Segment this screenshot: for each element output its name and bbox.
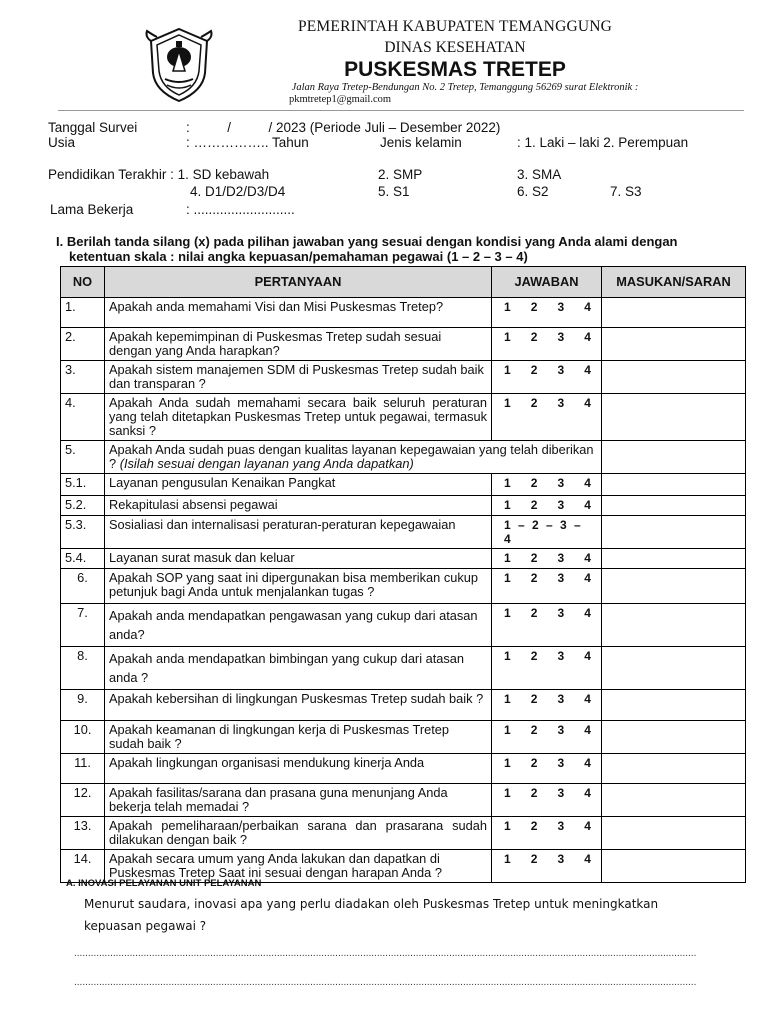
row-question: Apakah fasilitas/sarana dan prasana guna menunjang Anda bekerja telah memadai ? (105, 784, 492, 817)
answer-option[interactable]: 2 (530, 786, 538, 800)
saran-cell[interactable] (602, 647, 746, 690)
row-no: 1. (61, 298, 105, 328)
pendidikan-option-s1[interactable]: 5. S1 (378, 184, 410, 199)
answer-cell[interactable] (492, 784, 602, 817)
answer-option[interactable]: 2 (530, 571, 538, 585)
header-email: pkmtretep1@gmail.com (288, 94, 392, 105)
answer-option[interactable]: 3 (557, 330, 565, 344)
answer-cell[interactable] (492, 721, 602, 754)
answer-option[interactable]: 3 (557, 396, 565, 410)
row-question-note: (Isilah sesuai dengan layanan yang Anda dapatkan) (119, 456, 414, 471)
row-no: 6. (61, 569, 105, 604)
row-question: Apakah anda mendapatkan pengawasan yang cukup dari atasan anda? (105, 604, 492, 647)
saran-cell[interactable] (602, 569, 746, 604)
answer-option[interactable]: 3 (557, 756, 565, 770)
header-jawaban: JAWABAN (492, 267, 602, 298)
saran-cell[interactable] (602, 328, 746, 361)
lama-bekerja-field[interactable]: : ........................... (186, 202, 295, 217)
answer-option[interactable]: 3 (557, 300, 565, 314)
answer-option[interactable]: 1 (504, 498, 511, 512)
lama-bekerja-label: Lama Bekerja (50, 202, 134, 217)
answer-option[interactable]: 4 (584, 498, 591, 512)
row-question: Sosialiasi dan internalisasi peraturan-peraturan kepegawaian (105, 516, 492, 549)
usia-label: Usia (48, 135, 76, 150)
jenis-kelamin-label: Jenis kelamin (380, 135, 462, 150)
answer-line[interactable]: ................................................................................................................................................................................................................................ (74, 977, 697, 988)
row-question: Apakah anda memahami Visi dan Misi Puskesmas Tretep? (105, 298, 492, 328)
answer-option[interactable]: 2 (530, 819, 538, 833)
saran-cell[interactable] (602, 784, 746, 817)
tanggal-field[interactable]: : / / 2023 (Periode Juli – Desember 2022) (186, 120, 501, 135)
answer-cell[interactable] (492, 474, 602, 496)
answer-option[interactable]: 4 (584, 300, 591, 314)
table-row (61, 298, 746, 328)
row-question: Apakah kebersihan di lingkungan Puskesmas Tretep sudah baik ? (105, 690, 492, 721)
answer-cell[interactable] (492, 647, 602, 690)
questionnaire-table (60, 266, 746, 883)
answer-option[interactable]: 2 (530, 692, 538, 706)
row-no: 3. (61, 361, 105, 394)
row-no: 5.1. (61, 474, 105, 496)
answer-option[interactable]: 2 (530, 723, 538, 737)
answer-option[interactable]: 2 (530, 606, 538, 620)
header-department: DINAS KESEHATAN (384, 39, 526, 56)
answer-option[interactable]: 3 (557, 786, 565, 800)
row-no: 5.4. (61, 549, 105, 569)
answer-option[interactable]: 3 (557, 606, 565, 620)
row-no: 14. (61, 850, 105, 883)
tanggal-label: Tanggal Survei (48, 120, 138, 135)
saran-cell[interactable] (602, 298, 746, 328)
table-row (61, 549, 746, 569)
saran-cell[interactable] (602, 754, 746, 784)
header-address: Jalan Raya Tretep-Bendungan No. 2 Tretep, Temanggung 56269 surat Elektronik : (291, 82, 639, 93)
answer-cell[interactable] (492, 496, 602, 516)
answer-option[interactable]: 2 (530, 498, 538, 512)
row-no: 13. (61, 817, 105, 850)
row-no: 4. (61, 394, 105, 441)
pendidikan-option-smp[interactable]: 2. SMP (378, 167, 423, 182)
answer-option[interactable]: 4 (584, 606, 591, 620)
answer-option[interactable]: 1 (504, 606, 511, 620)
answer-option[interactable]: 4 (584, 852, 591, 866)
pendidikan-option-s2[interactable]: 6. S2 (517, 184, 549, 199)
row-question (105, 441, 602, 474)
header-masukan-saran: MASUKAN/SARAN (602, 267, 746, 298)
row-question: Apakah Anda sudah memahami secara baik seluruh peraturan yang telah ditetapkan Puskesmas Tretep untuk pegawai, termasuk sanksi ? (105, 394, 492, 441)
table-row (61, 361, 746, 394)
row-question: Apakah kepemimpinan di Puskesmas Tretep sudah sesuai dengan yang Anda harapkan? (105, 328, 492, 361)
answer-option[interactable]: 1 (504, 330, 511, 344)
table-row (61, 604, 746, 647)
saran-cell[interactable] (602, 394, 746, 441)
pendidikan-option-s3[interactable]: 7. S3 (610, 184, 642, 199)
temanggung-coat-of-arms-logo (145, 27, 213, 103)
table-row (61, 647, 746, 690)
row-no: 5.2. (61, 496, 105, 516)
row-question: Layanan surat masuk dan keluar (105, 549, 492, 569)
answer-option[interactable]: 2 (530, 852, 538, 866)
answer-option[interactable]: 1 (504, 551, 511, 565)
answer-option[interactable]: 3 (557, 852, 565, 866)
answer-cell[interactable] (492, 516, 602, 549)
table-row (61, 784, 746, 817)
table-row (61, 496, 746, 516)
row-no: 5.3. (61, 516, 105, 549)
answer-option[interactable]: 2 (530, 756, 538, 770)
table-row (61, 328, 746, 361)
table-header-row (61, 267, 746, 298)
table-row (61, 516, 746, 549)
table-row (61, 441, 746, 474)
answer-option[interactable]: 1 (504, 819, 511, 833)
table-row (61, 721, 746, 754)
answer-cell[interactable] (492, 604, 602, 647)
answer-option[interactable]: 4 (584, 723, 591, 737)
answer-line[interactable]: ................................................................................................................................................................................................................................ (74, 948, 697, 959)
row-no: 5. (61, 441, 105, 474)
answer-option[interactable]: 4 (584, 756, 591, 770)
row-no: 9. (61, 690, 105, 721)
row-no: 8. (61, 647, 105, 690)
answer-cell[interactable] (492, 361, 602, 394)
answer-option[interactable]: 3 (557, 692, 565, 706)
saran-cell[interactable] (602, 516, 746, 549)
instruction-line-1: I. Berilah tanda silang (x) pada pilihan jawaban yang sesuai dengan kondisi yang Anda alami dengan (56, 234, 678, 249)
answer-option[interactable]: 1 (504, 723, 511, 737)
answer-option[interactable]: 2 (530, 396, 538, 410)
answer-option[interactable]: 4 (584, 330, 591, 344)
row-question: Apakah keamanan di lingkungan kerja di Puskesmas Tretep sudah baik ? (105, 721, 492, 754)
answer-option[interactable]: 1 (504, 476, 511, 490)
saran-cell[interactable] (602, 474, 746, 496)
saran-cell[interactable] (602, 361, 746, 394)
answer-cell[interactable] (492, 328, 602, 361)
answer-cell[interactable] (492, 817, 602, 850)
saran-cell[interactable] (602, 441, 746, 474)
answer-option[interactable]: 1 (504, 300, 511, 314)
row-question-text: Apakah Anda sudah puas dengan kualitas layanan kepegawaian yang telah diberikan ? (109, 442, 594, 471)
answer-option[interactable]: 2 (530, 363, 538, 377)
header-divider (58, 110, 744, 111)
pendidikan-option-sma[interactable]: 3. SMA (517, 167, 562, 182)
answer-option[interactable]: 4 (584, 692, 591, 706)
answer-option[interactable]: 3 (557, 498, 565, 512)
answer-option[interactable]: 2 (530, 649, 538, 663)
answer-option[interactable]: 3 (557, 819, 565, 833)
row-question: Apakah sistem manajemen SDM di Puskesmas Tretep sudah baik dan transparan ? (105, 361, 492, 394)
answer-option[interactable]: 4 (584, 786, 591, 800)
answer-option[interactable]: 4 (584, 571, 591, 585)
row-question: Rekapitulasi absensi pegawai (105, 496, 492, 516)
saran-cell[interactable] (602, 690, 746, 721)
answer-option[interactable]: 2 (530, 476, 538, 490)
row-no: 7. (61, 604, 105, 647)
answer-cell[interactable] (492, 690, 602, 721)
answer-cell[interactable] (492, 394, 602, 441)
answer-cell[interactable] (492, 298, 602, 328)
answer-cell[interactable] (492, 754, 602, 784)
answer-option[interactable]: 3 (557, 649, 565, 663)
pendidikan-option-diploma[interactable]: 4. D1/D2/D3/D4 (190, 184, 286, 199)
answer-option[interactable]: 1 – 2 – 3 – 4 (504, 518, 581, 546)
table-row (61, 474, 746, 496)
answer-option[interactable]: 1 (504, 649, 511, 663)
table-row (61, 690, 746, 721)
answer-option[interactable]: 1 (504, 396, 511, 410)
answer-option[interactable]: 2 (530, 551, 538, 565)
saran-cell[interactable] (602, 817, 746, 850)
row-question: Layanan pengusulan Kenaikan Pangkat (105, 474, 492, 496)
saran-cell[interactable] (602, 549, 746, 569)
table-row (61, 754, 746, 784)
usia-field[interactable]: : …………….. Tahun (186, 135, 309, 150)
answer-option[interactable]: 4 (584, 649, 591, 663)
answer-cell[interactable] (492, 850, 602, 883)
answer-option[interactable]: 2 (530, 300, 538, 314)
section-a-title: A. INOVASI PELAYANAN UNIT PELAYANAN (66, 878, 262, 889)
row-question: Apakah anda mendapatkan bimbingan yang cukup dari atasan anda ? (105, 647, 492, 690)
saran-cell[interactable] (602, 721, 746, 754)
answer-option[interactable]: 4 (584, 363, 591, 377)
answer-option[interactable]: 4 (584, 396, 591, 410)
answer-cell[interactable] (492, 549, 602, 569)
section-a-question: Menurut saudara, inovasi apa yang perlu diadakan oleh Puskesmas Tretep untuk meningkatkan kepuasan pegawai ? (84, 897, 659, 933)
pendidikan-label: Pendidikan Terakhir : 1. SD kebawah (48, 167, 270, 182)
table-row (61, 394, 746, 441)
row-question: Apakah pemeliharaan/perbaikan sarana dan prasarana sudah dilakukan dengan baik ? (105, 817, 492, 850)
answer-option[interactable]: 1 (504, 692, 511, 706)
answer-cell[interactable] (492, 569, 602, 604)
header-government: PEMERINTAH KABUPATEN TEMANGGUNG (297, 18, 613, 35)
answer-option[interactable]: 3 (557, 723, 565, 737)
answer-option[interactable]: 1 (504, 756, 511, 770)
answer-option[interactable]: 4 (584, 819, 591, 833)
answer-option[interactable]: 1 (504, 363, 511, 377)
row-question: Apakah lingkungan organisasi mendukung kinerja Anda (105, 754, 492, 784)
table-row (61, 569, 746, 604)
instruction (56, 234, 746, 264)
row-no: 12. (61, 784, 105, 817)
answer-option[interactable]: 1 (504, 571, 511, 585)
answer-option[interactable]: 3 (557, 551, 565, 565)
row-question: Apakah secara umum yang Anda lakukan dan dapatkan di Puskesmas Tretep Saat ini sesuai dengan harapan Anda ? (105, 850, 492, 883)
answer-option[interactable]: 4 (584, 551, 591, 565)
answer-option[interactable]: 3 (557, 476, 565, 490)
header-pertanyaan: PERTANYAAN (105, 267, 492, 298)
saran-cell[interactable] (602, 604, 746, 647)
answer-option[interactable]: 3 (557, 571, 565, 585)
header-no: NO (61, 267, 105, 298)
saran-cell[interactable] (602, 496, 746, 516)
row-no: 10. (61, 721, 105, 754)
saran-cell[interactable] (602, 850, 746, 883)
row-question: Apakah SOP yang saat ini dipergunakan bisa memberikan cukup petunjuk bagi Anda untuk menjalankan tugas ? (105, 569, 492, 604)
answer-option[interactable]: 1 (504, 786, 511, 800)
answer-option[interactable]: 4 (584, 476, 591, 490)
header-puskesmas-title: PUSKESMAS TRETEP (344, 58, 566, 81)
row-no: 2. (61, 328, 105, 361)
instruction-line-2: ketentuan skala : nilai angka kepuasan/pemahaman pegawai (1 – 2 – 3 – 4) (69, 249, 528, 264)
table-row (61, 817, 746, 850)
answer-option[interactable]: 3 (557, 363, 565, 377)
answer-option[interactable]: 2 (530, 330, 538, 344)
row-no: 11. (61, 754, 105, 784)
answer-option[interactable]: 1 (504, 852, 511, 866)
jenis-kelamin-field[interactable]: : 1. Laki – laki 2. Perempuan (517, 135, 689, 150)
